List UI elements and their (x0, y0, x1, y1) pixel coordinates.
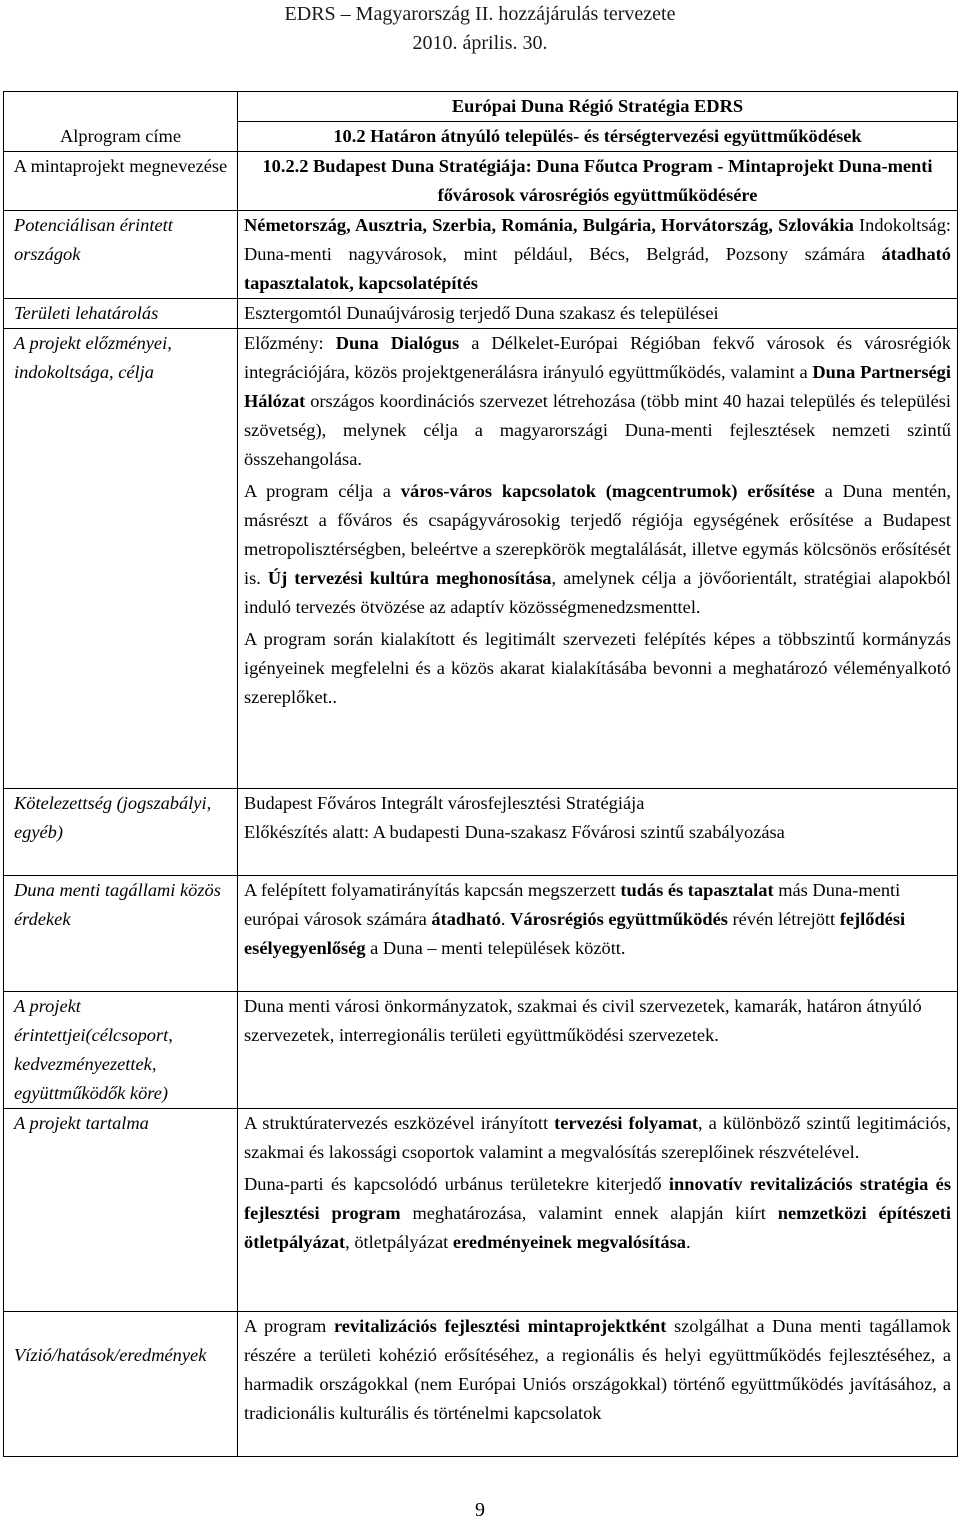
header-title: EDRS – Magyarország II. hozzájárulás tervezete (284, 3, 676, 25)
table-row (4, 789, 958, 876)
table-row (4, 92, 958, 122)
row-label: A mintaprojekt megnevezése (4, 152, 238, 211)
project-content: A struktúratervezés eszközével irányított tervezési folyamat, a különböző szintű legitimációs, szakmai és lakossági csoportok valamint a megvalósítás szereplőinek részvételével. Duna-parti és kapcsolódó urbánus területekre kiterjedő innovatív revitalizációs stratégia és fejlesztési program meghatározása, valamint ennek alapján kiírt nemzetközi építészeti ötletpályázat, ötletpályázat eredményeinek megvalósítása. (238, 1109, 958, 1312)
table-row (4, 122, 958, 152)
strategy-title: Európai Duna Régió Stratégia EDRS (238, 92, 958, 122)
header-date: 2010. április. 30. (412, 32, 548, 54)
table-row (4, 876, 958, 992)
row-label: Területi lehatárolás (4, 299, 238, 329)
row-label: Potenciálisan érintett országok (4, 211, 238, 299)
table-row (4, 1109, 958, 1312)
table-row (4, 211, 958, 299)
obligations: Budapest Főváros Integrált városfejlesztési Stratégiája Előkészítés alatt: A budapesti Duna-szakasz Fővárosi szintű szabályozása (238, 789, 958, 876)
vision-effects: A program revitalizációs fejlesztési mintaprojektként szolgálhat a Duna menti tagállamok részére a területi kohézió erősítéséhez, a regionális és helyi együttműködés fejlesztéséhez, a harmadik országokkal (nem Európai Uniós országokkal) történő együttműködés javításához, a tradicionális kulturális és történelmi kapcsolatok (238, 1312, 958, 1457)
table-row (4, 329, 958, 789)
table-row (4, 299, 958, 329)
subprogram-title: 10.2 Határon átnyúló település- és térségtervezési együttműködések (238, 122, 958, 152)
pilot-project-title: 10.2.2 Budapest Duna Stratégiája: Duna Főutca Program - Mintaprojekt Duna-menti fővárosok városrégiós együttműködésére (238, 152, 958, 211)
table-row (4, 992, 958, 1109)
row-label: A projekt tartalma (4, 1109, 238, 1312)
row-label: A projekt érintettjei(célcsoport, kedvezményezettek, együttműködők köre) (4, 992, 238, 1109)
common-interests: A felépített folyamatirányítás kapcsán megszerzett tudás és tapasztalat más Duna-menti európai városok számára átadható. Városrégiós együttműködés révén létrejött fejlődési esélyegyenlőség a Duna – menti települések között. (238, 876, 958, 992)
page-number: 9 (475, 1499, 485, 1521)
row-label: Duna menti tagállami közös érdekek (4, 876, 238, 992)
row-label: Alprogram címe (4, 122, 238, 152)
stakeholders: Duna menti városi önkormányzatok, szakmai és civil szervezetek, kamarák, határon átnyúló szervezetek, interregionális területi együttműködési szervezetek. (238, 992, 958, 1109)
territorial-scope: Esztergomtól Dunaújvárosig terjedő Duna szakasz és települései (238, 299, 958, 329)
row-label: Kötelezettség (jogszabályi, egyéb) (4, 789, 238, 876)
table-row (4, 1312, 958, 1457)
row-label (4, 92, 238, 122)
affected-countries: Németország, Ausztria, Szerbia, Románia, Bulgária, Horvátország, Szlovákia Indokoltság: Duna-menti nagyvárosok, mint például, Bécs, Belgrád, Pozsony számára átadható tapasztalatok, kapcsolatépítés (238, 211, 958, 299)
row-label: Vízió/hatások/eredmények (4, 1312, 238, 1457)
governance-paragraph: A program során kialakított és legitimált szervezeti felépítés képes a többszintű kormányzás igényeinek megfelelni és a közös akarat kialakításába bevonni a meghatározó véleményalkotó szereplőket.. (244, 629, 951, 707)
goal-paragraph: A program célja a város-város kapcsolatok (magcentrumok) erősítése a Duna mentén, másrészt a főváros és csapágyvárosokig terjedő régiója egységének erősítése a Budapest metropolisztérségben, beleértve a szerepkörök megtalálását, illetve egymás kölcsönös erősítését is. Új tervezési kultúra meghonosítása, amelynek célja a jövőorientált, stratégiai alapokból induló tervezés ötvözése az adaptív közösségmenedzsmenttel. (244, 481, 952, 617)
row-label: A projekt előzményei, indokoltsága, célja (4, 329, 238, 789)
project-background (238, 329, 958, 789)
page-header (0, 0, 960, 58)
table-row (4, 152, 958, 211)
project-table (3, 91, 958, 1457)
background-paragraph: Előzmény: Duna Dialógus a Délkelet-Európai Régióban fekvő városok és városrégiók integrációjára, közös projektgenerálásra irányuló együttműködés, valamint a Duna Partnerségi Hálózat országos koordinációs szervezet létrehozása (több mint 40 hazai település és települési szövetség), melynek célja a magyarországi Duna-menti fejlesztések nemzeti szintű összehangolása. (244, 333, 951, 469)
